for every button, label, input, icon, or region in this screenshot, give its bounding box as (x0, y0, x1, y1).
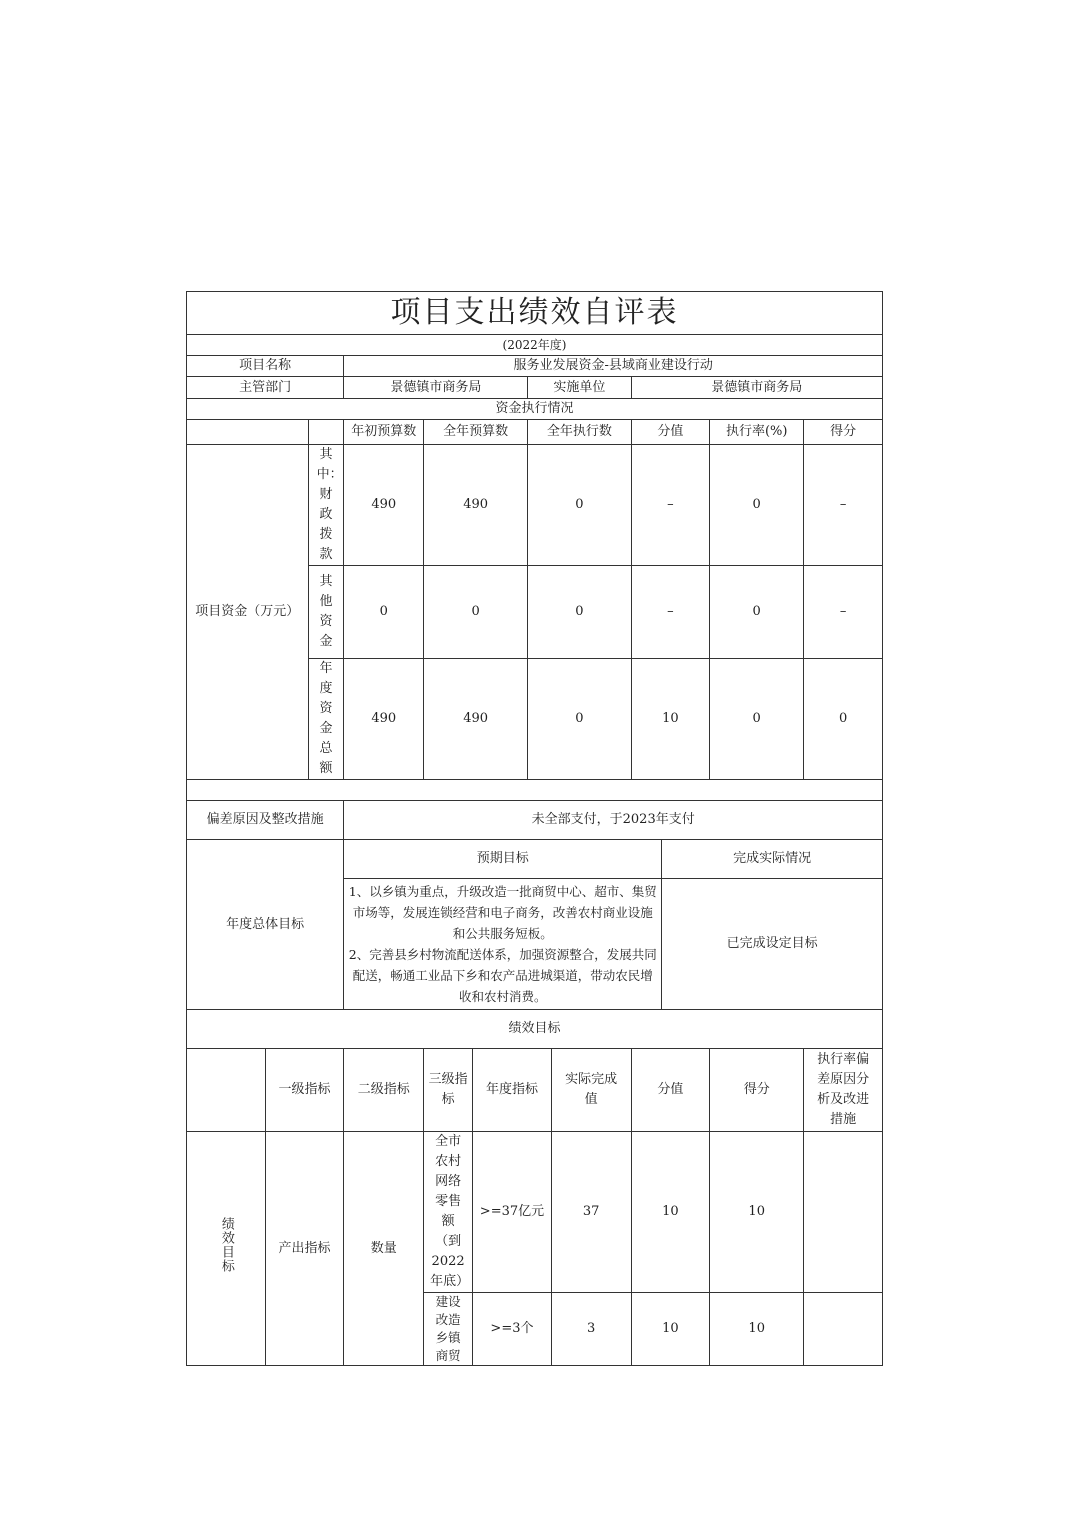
perf-target-value: >=3个 (473, 1293, 552, 1366)
perf-score: 10 (710, 1293, 804, 1366)
fund-cell: 0 (804, 659, 883, 780)
fund-group-label: 项目资金（万元） (187, 445, 309, 780)
fund-header-blank-2 (308, 420, 344, 445)
perf-header-actual: 实际完成值 (551, 1049, 631, 1132)
fund-cell: 0 (424, 566, 528, 659)
perf-header-target: 年度指标 (473, 1049, 552, 1132)
deviation-label: 偏差原因及整改措施 (187, 801, 344, 840)
year-label: (2022年度) (187, 335, 883, 356)
perf-header-note: 执行率偏差原因分析及改进措施 (804, 1049, 883, 1132)
blank-row (187, 780, 883, 801)
dept-label: 主管部门 (187, 377, 344, 399)
fund-row-label: 其中：财政拨款 (308, 445, 344, 566)
fund-cell: 0 (710, 566, 804, 659)
fund-cell: – (804, 566, 883, 659)
actual-result-value: 已完成设定目标 (662, 879, 883, 1010)
impl-label: 实施单位 (528, 377, 631, 399)
expected-goals (344, 879, 662, 1010)
fund-row-label: 其他资金 (308, 566, 344, 659)
fund-cell: 490 (424, 659, 528, 780)
perf-level3-value: 建设改造乡镇商贸 (424, 1293, 473, 1366)
perf-group-label (187, 1132, 266, 1366)
fund-cell: 490 (344, 659, 424, 780)
fund-cell: 0 (710, 445, 804, 566)
perf-header-level3: 三级指标 (424, 1049, 473, 1132)
fund-cell: 0 (528, 445, 631, 566)
fund-cell: 0 (528, 659, 631, 780)
perf-level1-value: 产出指标 (265, 1132, 344, 1366)
actual-result-header: 完成实际情况 (662, 840, 883, 879)
fund-header-rate: 执行率(%) (710, 420, 804, 445)
evaluation-table (186, 291, 883, 1366)
perf-header-level1: 一级指标 (265, 1049, 344, 1132)
perf-score: 10 (710, 1132, 804, 1293)
fund-cell: 10 (631, 659, 710, 780)
perf-section-title: 绩效目标 (187, 1010, 883, 1049)
perf-header-level2: 二级指标 (344, 1049, 424, 1132)
perf-header-blank (187, 1049, 266, 1132)
perf-actual-value: 3 (551, 1293, 631, 1366)
page-title: 项目支出绩效自评表 (187, 292, 883, 335)
annual-goal-label: 年度总体目标 (187, 840, 344, 1010)
fund-cell: – (804, 445, 883, 566)
perf-target-value: >=37亿元 (473, 1132, 552, 1293)
perf-header-score: 得分 (710, 1049, 804, 1132)
fund-section-title: 资金执行情况 (187, 399, 883, 420)
project-name-value: 服务业发展资金-县域商业建设行动 (344, 356, 883, 377)
dept-value: 景德镇市商务局 (344, 377, 528, 399)
impl-value: 景德镇市商务局 (631, 377, 883, 399)
expected-goal-item: 2、完善县乡村物流配送体系，加强资源整合，发展共同配送，畅通工业品下乡和农产品进城渠道，带动农民增收和农村消费。 (348, 947, 657, 1004)
fund-header-score-value: 分值 (631, 420, 710, 445)
perf-level2-value: 数量 (344, 1132, 424, 1366)
perf-actual-value: 37 (551, 1132, 631, 1293)
perf-note (804, 1293, 883, 1366)
fund-cell: 0 (710, 659, 804, 780)
fund-cell: – (631, 445, 710, 566)
fund-header-blank (187, 420, 309, 445)
fund-cell: 0 (344, 566, 424, 659)
project-name-label: 项目名称 (187, 356, 344, 377)
fund-row-label: 年度资金总额 (308, 659, 344, 780)
perf-group-text: 绩效目标 (218, 1217, 234, 1273)
deviation-value: 未全部支付，于2023年支付 (344, 801, 883, 840)
fund-header-score: 得分 (804, 420, 883, 445)
fund-header-executed: 全年执行数 (528, 420, 631, 445)
fund-cell: 490 (344, 445, 424, 566)
fund-cell: – (631, 566, 710, 659)
perf-note (804, 1132, 883, 1293)
perf-header-score-value: 分值 (631, 1049, 710, 1132)
fund-header-annual: 全年预算数 (424, 420, 528, 445)
fund-cell: 0 (528, 566, 631, 659)
perf-score-value: 10 (631, 1132, 710, 1293)
fund-header-initial: 年初预算数 (344, 420, 424, 445)
perf-score-value: 10 (631, 1293, 710, 1366)
expected-goal-header: 预期目标 (344, 840, 662, 879)
expected-goal-item: 1、以乡镇为重点，升级改造一批商贸中心、超市、集贸市场等，发展连锁经营和电子商务，改善农村商业设施和公共服务短板。 (348, 884, 657, 941)
perf-level3-value: 全市农村网络零售额（到2022年底） (424, 1132, 473, 1293)
evaluation-sheet (186, 291, 883, 1366)
fund-cell: 490 (424, 445, 528, 566)
